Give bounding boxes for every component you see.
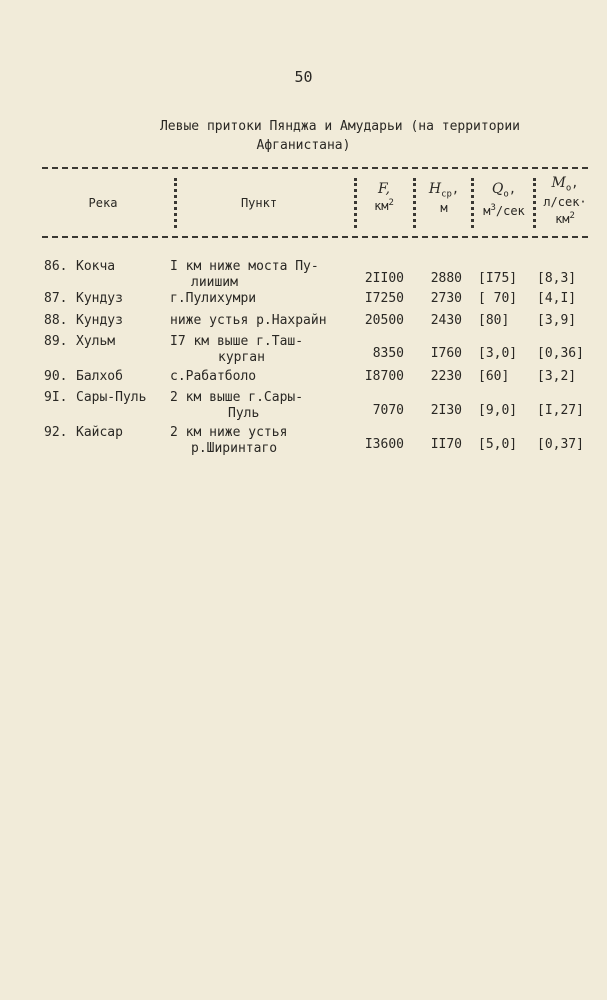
- page-number: 50: [294, 68, 313, 86]
- row-height: II70: [430, 437, 462, 452]
- row-point: [170, 291, 350, 307]
- header-modulus-unit-1: л/сек·: [543, 195, 587, 210]
- row-point: [170, 259, 350, 291]
- row-point: [170, 369, 350, 385]
- row-river: Кайсар: [76, 425, 123, 440]
- table-title-line-2: Афганистана): [256, 138, 351, 153]
- header-river: Река: [88, 196, 118, 210]
- row-number: 89.: [44, 334, 68, 349]
- header-height-unit: м: [440, 201, 448, 216]
- row-modulus: [I,27]: [537, 403, 584, 418]
- row-point-line-1: I7 км выше г.Таш-: [170, 334, 304, 349]
- row-river: Кокча: [76, 259, 116, 274]
- row-modulus: [8,3]: [537, 271, 577, 286]
- row-discharge: [ 70]: [478, 291, 518, 306]
- row-area: I3600: [364, 437, 404, 452]
- row-height: 2430: [430, 313, 462, 328]
- row-point-line-1: 2 км ниже устья: [170, 425, 288, 440]
- row-modulus: [0,36]: [537, 346, 584, 361]
- row-discharge: [3,0]: [478, 346, 518, 361]
- header-area-unit: км: [374, 199, 389, 213]
- header-discharge-power: 3: [490, 203, 496, 214]
- row-area: I8700: [364, 369, 404, 384]
- row-river: Сары-Пуль: [76, 390, 147, 405]
- header-modulus-sub: о: [565, 183, 572, 194]
- column-separator: [354, 178, 357, 228]
- row-discharge: [60]: [478, 369, 510, 384]
- row-river: Кундуз: [76, 313, 123, 328]
- header-area: [364, 182, 404, 213]
- row-point-line-1: с.Рабатболо: [170, 369, 257, 384]
- row-area: 2II00: [364, 271, 404, 286]
- row-discharge: [5,0]: [478, 437, 518, 452]
- table-title: [0, 117, 607, 155]
- column-separator: [413, 178, 416, 228]
- row-discharge: [80]: [478, 313, 510, 328]
- row-discharge: [9,0]: [478, 403, 518, 418]
- row-height: 2230: [430, 369, 462, 384]
- row-area: 8350: [372, 346, 404, 361]
- header-modulus: $M_о$, л/сек· $км^2$: [543, 175, 587, 227]
- header-discharge-sub: о: [503, 189, 509, 200]
- row-point: [170, 313, 360, 329]
- row-point-line-2: р.Ширинтаго: [191, 441, 278, 456]
- row-height: 2880: [430, 271, 462, 286]
- column-separator: [174, 178, 177, 228]
- table-title-line-1: Левые притоки Пянджа и Амударьи (на территории: [159, 119, 521, 134]
- row-height: 2730: [430, 291, 462, 306]
- header-discharge-unit-pre: м: [483, 204, 491, 219]
- header-point: Пункт: [240, 196, 278, 210]
- header-discharge-unit-post: /сек: [495, 204, 525, 219]
- row-river: Кундуз: [76, 291, 123, 306]
- row-point-line-2: курган: [218, 350, 265, 365]
- row-point-line-2: Пуль: [228, 406, 260, 421]
- row-number: 9I.: [44, 390, 68, 405]
- row-area: I7250: [364, 291, 404, 306]
- row-area: 7070: [372, 403, 404, 418]
- row-height: 2I30: [430, 403, 462, 418]
- header-area-symbol: F,: [378, 181, 390, 197]
- row-modulus: [3,2]: [537, 369, 577, 384]
- header-height: $H_{ср}$, м: [428, 181, 460, 216]
- row-number: 87.: [44, 291, 68, 306]
- row-number: 90.: [44, 369, 68, 384]
- header-height-symbol: H: [428, 181, 442, 197]
- header-modulus-power: 2: [569, 211, 575, 222]
- row-point-line-1: I км ниже моста Пу-: [170, 259, 319, 274]
- row-point-line-1: 2 км выше г.Сары-: [170, 390, 304, 405]
- row-number: 86.: [44, 259, 68, 274]
- row-point-line-1: г.Пулихумри: [170, 291, 257, 306]
- row-modulus: [0,37]: [537, 437, 584, 452]
- header-modulus-symbol: M: [551, 175, 566, 191]
- row-point: [170, 425, 350, 457]
- row-number: 92.: [44, 425, 68, 440]
- row-number: 88.: [44, 313, 68, 328]
- row-river: Балхоб: [76, 369, 123, 384]
- row-discharge: [I75]: [478, 271, 518, 286]
- header-discharge-symbol: Q: [491, 181, 504, 197]
- row-point-line-2: лиишим: [191, 275, 238, 290]
- header-area-power: 2: [388, 198, 394, 208]
- row-modulus: [3,9]: [537, 313, 577, 328]
- row-height: I760: [430, 346, 462, 361]
- header-height-sub: ср: [441, 189, 452, 200]
- header-discharge: $Q_о$, $м^3$/сек: [483, 181, 525, 219]
- row-point: [170, 334, 350, 366]
- table-header-bottom-rule: [42, 236, 588, 238]
- row-modulus: [4,I]: [537, 291, 577, 306]
- row-river: Хульм: [76, 334, 116, 349]
- row-point-line-1: ниже устья р.Нахрайн: [170, 313, 327, 328]
- row-point: [170, 390, 350, 422]
- row-area: 20500: [364, 313, 404, 328]
- table-top-rule: [42, 167, 588, 169]
- header-modulus-unit-2: км: [555, 212, 570, 227]
